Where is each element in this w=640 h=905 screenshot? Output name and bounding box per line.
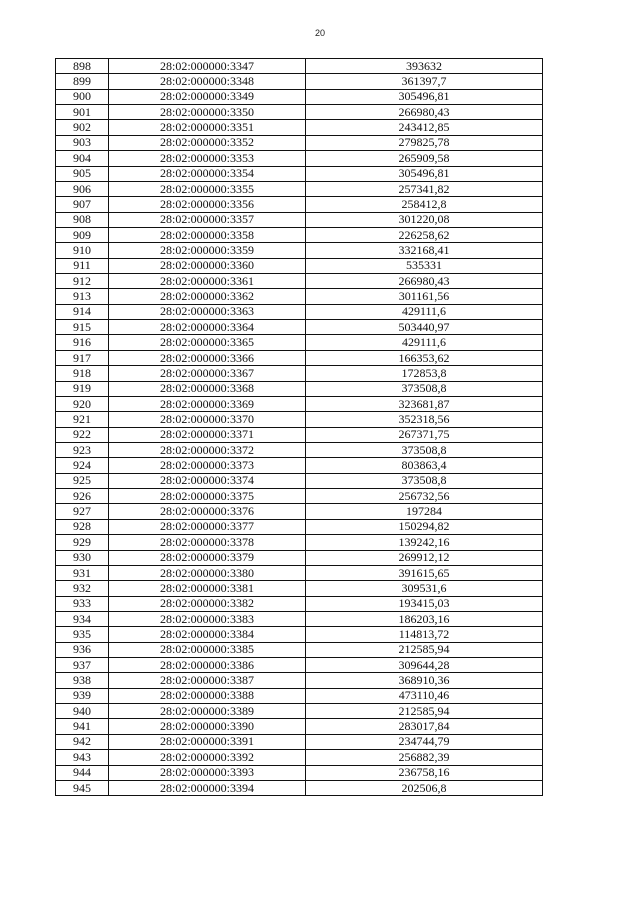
cadastral-number-cell: 28:02:000000:3363 [109, 304, 306, 319]
table-body [56, 59, 543, 796]
cadastral-number-cell: 28:02:000000:3367 [109, 366, 306, 381]
table-row [56, 320, 543, 335]
row-number-cell: 920 [56, 396, 109, 411]
row-number-cell: 899 [56, 74, 109, 89]
cadastral-number-cell: 28:02:000000:3360 [109, 258, 306, 273]
table-row [56, 396, 543, 411]
row-number-cell: 945 [56, 780, 109, 795]
table-row [56, 719, 543, 734]
cadastral-value-cell: 279825,78 [306, 135, 543, 150]
cadastral-number-cell: 28:02:000000:3378 [109, 535, 306, 550]
cadastral-number-cell: 28:02:000000:3392 [109, 750, 306, 765]
cadastral-value-cell: 265909,58 [306, 151, 543, 166]
table-row [56, 489, 543, 504]
cadastral-value-cell: 266980,43 [306, 274, 543, 289]
cadastral-value-cell: 256732,56 [306, 489, 543, 504]
cadastral-value-cell: 226258,62 [306, 227, 543, 242]
row-number-cell: 902 [56, 120, 109, 135]
cadastral-value-cell: 373508,8 [306, 442, 543, 457]
row-number-cell: 898 [56, 59, 109, 74]
cadastral-number-cell: 28:02:000000:3352 [109, 135, 306, 150]
cadastral-number-cell: 28:02:000000:3357 [109, 212, 306, 227]
cadastral-value-cell: 266980,43 [306, 105, 543, 120]
cadastral-value-cell: 258412,8 [306, 197, 543, 212]
row-number-cell: 915 [56, 320, 109, 335]
row-number-cell: 926 [56, 489, 109, 504]
cadastral-number-cell: 28:02:000000:3382 [109, 596, 306, 611]
cadastral-number-cell: 28:02:000000:3359 [109, 243, 306, 258]
cadastral-value-cell: 473110,46 [306, 688, 543, 703]
cadastral-number-cell: 28:02:000000:3386 [109, 658, 306, 673]
row-number-cell: 911 [56, 258, 109, 273]
cadastral-value-cell: 139242,16 [306, 535, 543, 550]
table-row [56, 658, 543, 673]
cadastral-number-cell: 28:02:000000:3380 [109, 565, 306, 580]
cadastral-value-cell: 309531,6 [306, 581, 543, 596]
cadastral-number-cell: 28:02:000000:3377 [109, 519, 306, 534]
cadastral-value-cell: 234744,79 [306, 734, 543, 749]
cadastral-value-cell: 212585,94 [306, 704, 543, 719]
cadastral-value-cell: 323681,87 [306, 396, 543, 411]
cadastral-value-cell: 305496,81 [306, 166, 543, 181]
table-row [56, 596, 543, 611]
table-row [56, 335, 543, 350]
cadastral-value-cell: 269912,12 [306, 550, 543, 565]
row-number-cell: 944 [56, 765, 109, 780]
cadastral-number-cell: 28:02:000000:3371 [109, 427, 306, 442]
row-number-cell: 934 [56, 611, 109, 626]
cadastral-value-table [55, 58, 543, 796]
row-number-cell: 906 [56, 181, 109, 196]
cadastral-number-cell: 28:02:000000:3376 [109, 504, 306, 519]
cadastral-number-cell: 28:02:000000:3370 [109, 412, 306, 427]
cadastral-value-cell: 243412,85 [306, 120, 543, 135]
cadastral-number-cell: 28:02:000000:3388 [109, 688, 306, 703]
row-number-cell: 940 [56, 704, 109, 719]
row-number-cell: 933 [56, 596, 109, 611]
row-number-cell: 929 [56, 535, 109, 550]
row-number-cell: 930 [56, 550, 109, 565]
table-row [56, 473, 543, 488]
cadastral-number-cell: 28:02:000000:3379 [109, 550, 306, 565]
row-number-cell: 916 [56, 335, 109, 350]
table-row [56, 427, 543, 442]
cadastral-number-cell: 28:02:000000:3368 [109, 381, 306, 396]
row-number-cell: 928 [56, 519, 109, 534]
cadastral-value-cell: 391615,65 [306, 565, 543, 580]
cadastral-value-cell: 305496,81 [306, 89, 543, 104]
cadastral-value-cell: 332168,41 [306, 243, 543, 258]
cadastral-value-cell: 166353,62 [306, 350, 543, 365]
cadastral-value-cell: 267371,75 [306, 427, 543, 442]
table-row [56, 550, 543, 565]
row-number-cell: 939 [56, 688, 109, 703]
table-row [56, 611, 543, 626]
row-number-cell: 903 [56, 135, 109, 150]
cadastral-number-cell: 28:02:000000:3387 [109, 673, 306, 688]
cadastral-value-cell: 186203,16 [306, 611, 543, 626]
cadastral-number-cell: 28:02:000000:3350 [109, 105, 306, 120]
table-row [56, 642, 543, 657]
table-row [56, 181, 543, 196]
table-row [56, 59, 543, 74]
cadastral-value-cell: 429111,6 [306, 304, 543, 319]
cadastral-number-cell: 28:02:000000:3364 [109, 320, 306, 335]
cadastral-value-cell: 301161,56 [306, 289, 543, 304]
cadastral-value-cell: 373508,8 [306, 381, 543, 396]
cadastral-number-cell: 28:02:000000:3369 [109, 396, 306, 411]
cadastral-value-cell: 114813,72 [306, 627, 543, 642]
table-row [56, 535, 543, 550]
cadastral-number-cell: 28:02:000000:3374 [109, 473, 306, 488]
row-number-cell: 932 [56, 581, 109, 596]
row-number-cell: 942 [56, 734, 109, 749]
cadastral-value-cell: 212585,94 [306, 642, 543, 657]
table-row [56, 350, 543, 365]
cadastral-number-cell: 28:02:000000:3373 [109, 458, 306, 473]
cadastral-number-cell: 28:02:000000:3366 [109, 350, 306, 365]
cadastral-number-cell: 28:02:000000:3348 [109, 74, 306, 89]
table-row [56, 243, 543, 258]
cadastral-number-cell: 28:02:000000:3389 [109, 704, 306, 719]
cadastral-value-cell: 193415,03 [306, 596, 543, 611]
row-number-cell: 925 [56, 473, 109, 488]
row-number-cell: 921 [56, 412, 109, 427]
table-row [56, 212, 543, 227]
row-number-cell: 938 [56, 673, 109, 688]
row-number-cell: 935 [56, 627, 109, 642]
table-row [56, 197, 543, 212]
cadastral-number-cell: 28:02:000000:3391 [109, 734, 306, 749]
cadastral-number-cell: 28:02:000000:3347 [109, 59, 306, 74]
cadastral-value-cell: 236758,16 [306, 765, 543, 780]
table-row [56, 304, 543, 319]
table-row [56, 627, 543, 642]
cadastral-number-cell: 28:02:000000:3362 [109, 289, 306, 304]
cadastral-value-cell: 301220,08 [306, 212, 543, 227]
row-number-cell: 936 [56, 642, 109, 657]
cadastral-number-cell: 28:02:000000:3353 [109, 151, 306, 166]
cadastral-number-cell: 28:02:000000:3356 [109, 197, 306, 212]
row-number-cell: 923 [56, 442, 109, 457]
table-row [56, 274, 543, 289]
cadastral-number-cell: 28:02:000000:3383 [109, 611, 306, 626]
row-number-cell: 901 [56, 105, 109, 120]
cadastral-value-cell: 393632 [306, 59, 543, 74]
row-number-cell: 913 [56, 289, 109, 304]
cadastral-value-cell: 368910,36 [306, 673, 543, 688]
cadastral-value-cell: 361397,7 [306, 74, 543, 89]
row-number-cell: 912 [56, 274, 109, 289]
table-row [56, 89, 543, 104]
row-number-cell: 910 [56, 243, 109, 258]
cadastral-value-cell: 535331 [306, 258, 543, 273]
cadastral-number-cell: 28:02:000000:3349 [109, 89, 306, 104]
table-row [56, 412, 543, 427]
row-number-cell: 914 [56, 304, 109, 319]
row-number-cell: 922 [56, 427, 109, 442]
table-row [56, 673, 543, 688]
table-row [56, 704, 543, 719]
cadastral-value-cell: 503440,97 [306, 320, 543, 335]
table-row [56, 151, 543, 166]
cadastral-number-cell: 28:02:000000:3354 [109, 166, 306, 181]
row-number-cell: 924 [56, 458, 109, 473]
row-number-cell: 905 [56, 166, 109, 181]
table-row [56, 366, 543, 381]
table-row [56, 780, 543, 795]
cadastral-number-cell: 28:02:000000:3372 [109, 442, 306, 457]
table-row [56, 458, 543, 473]
cadastral-number-cell: 28:02:000000:3375 [109, 489, 306, 504]
table-row [56, 120, 543, 135]
row-number-cell: 908 [56, 212, 109, 227]
cadastral-value-cell: 352318,56 [306, 412, 543, 427]
table-row [56, 381, 543, 396]
row-number-cell: 904 [56, 151, 109, 166]
table-row [56, 74, 543, 89]
cadastral-value-cell: 429111,6 [306, 335, 543, 350]
cadastral-value-cell: 172853,8 [306, 366, 543, 381]
cadastral-value-cell: 150294,82 [306, 519, 543, 534]
cadastral-value-cell: 803863,4 [306, 458, 543, 473]
cadastral-number-cell: 28:02:000000:3361 [109, 274, 306, 289]
table-row [56, 105, 543, 120]
row-number-cell: 937 [56, 658, 109, 673]
cadastral-value-cell: 256882,39 [306, 750, 543, 765]
cadastral-number-cell: 28:02:000000:3358 [109, 227, 306, 242]
table-row [56, 765, 543, 780]
cadastral-value-cell: 197284 [306, 504, 543, 519]
cadastral-number-cell: 28:02:000000:3385 [109, 642, 306, 657]
cadastral-number-cell: 28:02:000000:3365 [109, 335, 306, 350]
table-row [56, 734, 543, 749]
row-number-cell: 943 [56, 750, 109, 765]
cadastral-number-cell: 28:02:000000:3381 [109, 581, 306, 596]
cadastral-number-cell: 28:02:000000:3351 [109, 120, 306, 135]
table-row [56, 581, 543, 596]
table-row [56, 519, 543, 534]
table-row [56, 289, 543, 304]
cadastral-value-cell: 283017,84 [306, 719, 543, 734]
cadastral-number-cell: 28:02:000000:3394 [109, 780, 306, 795]
row-number-cell: 941 [56, 719, 109, 734]
cadastral-number-cell: 28:02:000000:3390 [109, 719, 306, 734]
cadastral-value-cell: 202506,8 [306, 780, 543, 795]
row-number-cell: 927 [56, 504, 109, 519]
row-number-cell: 919 [56, 381, 109, 396]
table-row [56, 227, 543, 242]
table-row [56, 565, 543, 580]
cadastral-value-cell: 309644,28 [306, 658, 543, 673]
table-row [56, 442, 543, 457]
page-number: 20 [314, 28, 325, 38]
table-row [56, 135, 543, 150]
cadastral-number-cell: 28:02:000000:3355 [109, 181, 306, 196]
table-row [56, 504, 543, 519]
table-row [56, 750, 543, 765]
row-number-cell: 909 [56, 227, 109, 242]
cadastral-value-cell: 373508,8 [306, 473, 543, 488]
row-number-cell: 907 [56, 197, 109, 212]
row-number-cell: 917 [56, 350, 109, 365]
table-row [56, 166, 543, 181]
table-row [56, 258, 543, 273]
cadastral-number-cell: 28:02:000000:3384 [109, 627, 306, 642]
row-number-cell: 931 [56, 565, 109, 580]
table-row [56, 688, 543, 703]
row-number-cell: 918 [56, 366, 109, 381]
cadastral-value-cell: 257341,82 [306, 181, 543, 196]
row-number-cell: 900 [56, 89, 109, 104]
cadastral-number-cell: 28:02:000000:3393 [109, 765, 306, 780]
